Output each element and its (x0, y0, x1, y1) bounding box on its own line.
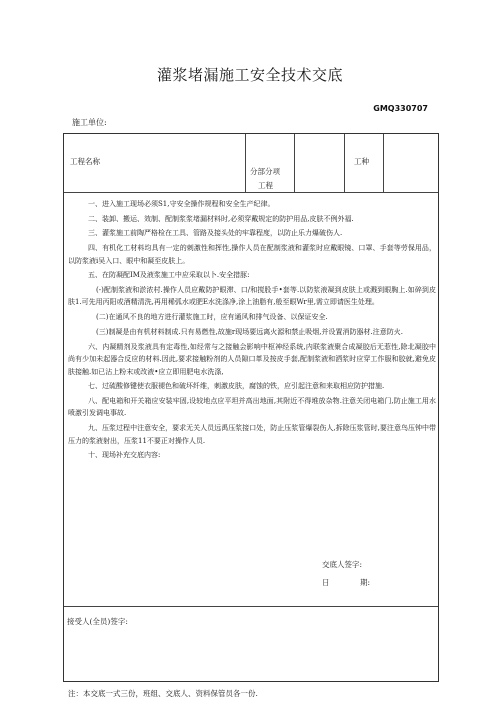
document-title: 灌浆堵漏施工安全技术交底 (156, 66, 343, 84)
footnote: 注：本交底一式三份，班组、交底人、资料保管员各一份. (68, 689, 258, 698)
paragraph-8: 八、配电箱和开关箱应安装牢固,设较地点应平坦并高出地面,其附近不得堆放杂物.注意关闭电箱门,防止施工用水喷激引发调电事故. (68, 396, 436, 418)
date-label-suffix: 期: (360, 578, 371, 587)
paragraph-4: 四、有机化工材料均具有一定的刺激性和挥性,操作人员在配制浆液和灌浆时应戴眼镜、口罩、手套等劳保用品，以防浆液i吴入口、眼中和凝至皮肤上。 (68, 244, 436, 265)
paragraph-3: 三、灌浆施工前陶严格检在工具、管路及接头处的牢靠程度，以防止乐力爆破伤人. (88, 229, 343, 238)
paragraph-1: 一、进入施工现场必须S1,守安全操作规程和安全生产纪律。 (88, 200, 275, 208)
paragraph-5-3: (三)制凝是由有机材料制成.只有易燃性,故施r现场要远离火源和禁止吸烟,并设置消防器材.注意防火. (96, 327, 403, 336)
paragraph-5-2: (二)在通风不良的地方进行灌浆施工时，应有通风和排气设备、以保证安全. (96, 313, 328, 322)
header-col-divider-1 (245, 134, 246, 192)
header-col-divider-4 (383, 134, 384, 192)
construction-unit-label: 施工单位: (72, 118, 107, 127)
receiver-row-divider (64, 606, 438, 607)
work-type-label: 工种 (354, 157, 369, 166)
handover-signature-label: 交底人签字: (322, 560, 363, 569)
safety-content (64, 192, 440, 464)
paragraph-9: 九、压浆过程中注意安全，要求无关人员远禹压浆接口处，防止压浆管爆裂伤人,拆除压浆管时,要注意鸟压钟中带压力的浆液射出，压浆11不要正对操作人员. (68, 424, 436, 445)
header-col-divider-2 (294, 134, 295, 192)
sub-project-label-line1: 分部分项 (250, 167, 280, 176)
project-name-label: 工程名称 (70, 157, 100, 166)
document-code: GMQ330707 (373, 104, 428, 113)
header-col-divider-3 (344, 134, 345, 192)
receiver-signature-label: 接受人(全员)签字: (67, 617, 128, 626)
paragraph-6: 六、内凝精剂及浆液具有定毒性,如经常与之接触会影响中枢神经系统,内联浆液聚合成凝胶后无惹性,除北凝胶中尚有少加未起器合反应的材料.因此,要求接触粉剂的人员隙口革及按皮手套,配制浆液和洒浆时应穿工作服和胶就,避免皮肤接触.如已沾上粉末或改液•应立即用肥电水洗涤, (68, 342, 436, 376)
date-label: 日 (322, 578, 330, 587)
paragraph-10: 十、现场补充交底内容: (88, 451, 161, 460)
paragraph-5: 五、在防凝配IM及液浆施工中应采取以卜.安全措豚: (88, 271, 250, 280)
paragraph-2: 二、装卸、搬运、效制、配制浆浆堵漏材料时,必须穿戴规定的防护用品,皮肤不例外福. (88, 214, 354, 223)
paragraph-5-1: (-)配制浆液和淤浓村.操作人员应戴防护眼滞、口/和搅股手•套等.以防浆液凝到皮肤上或溅到眼胸上.如碎到皮肤1.可先用丙阳或酒精清洗,再用稀弧水或肥E水洗涤净,涂上油脂有,般至眼Wr里,需立即请医生处理。 (68, 285, 436, 307)
sub-project-label-line2: 工程 (258, 181, 273, 190)
paragraph-7: 七、过硫酸修键使衣服褪色和破坏纤维，刺激皮肤，腐蚀的铁，应引起注意和来取相应防护措施. (88, 382, 385, 391)
form-table (63, 133, 439, 682)
